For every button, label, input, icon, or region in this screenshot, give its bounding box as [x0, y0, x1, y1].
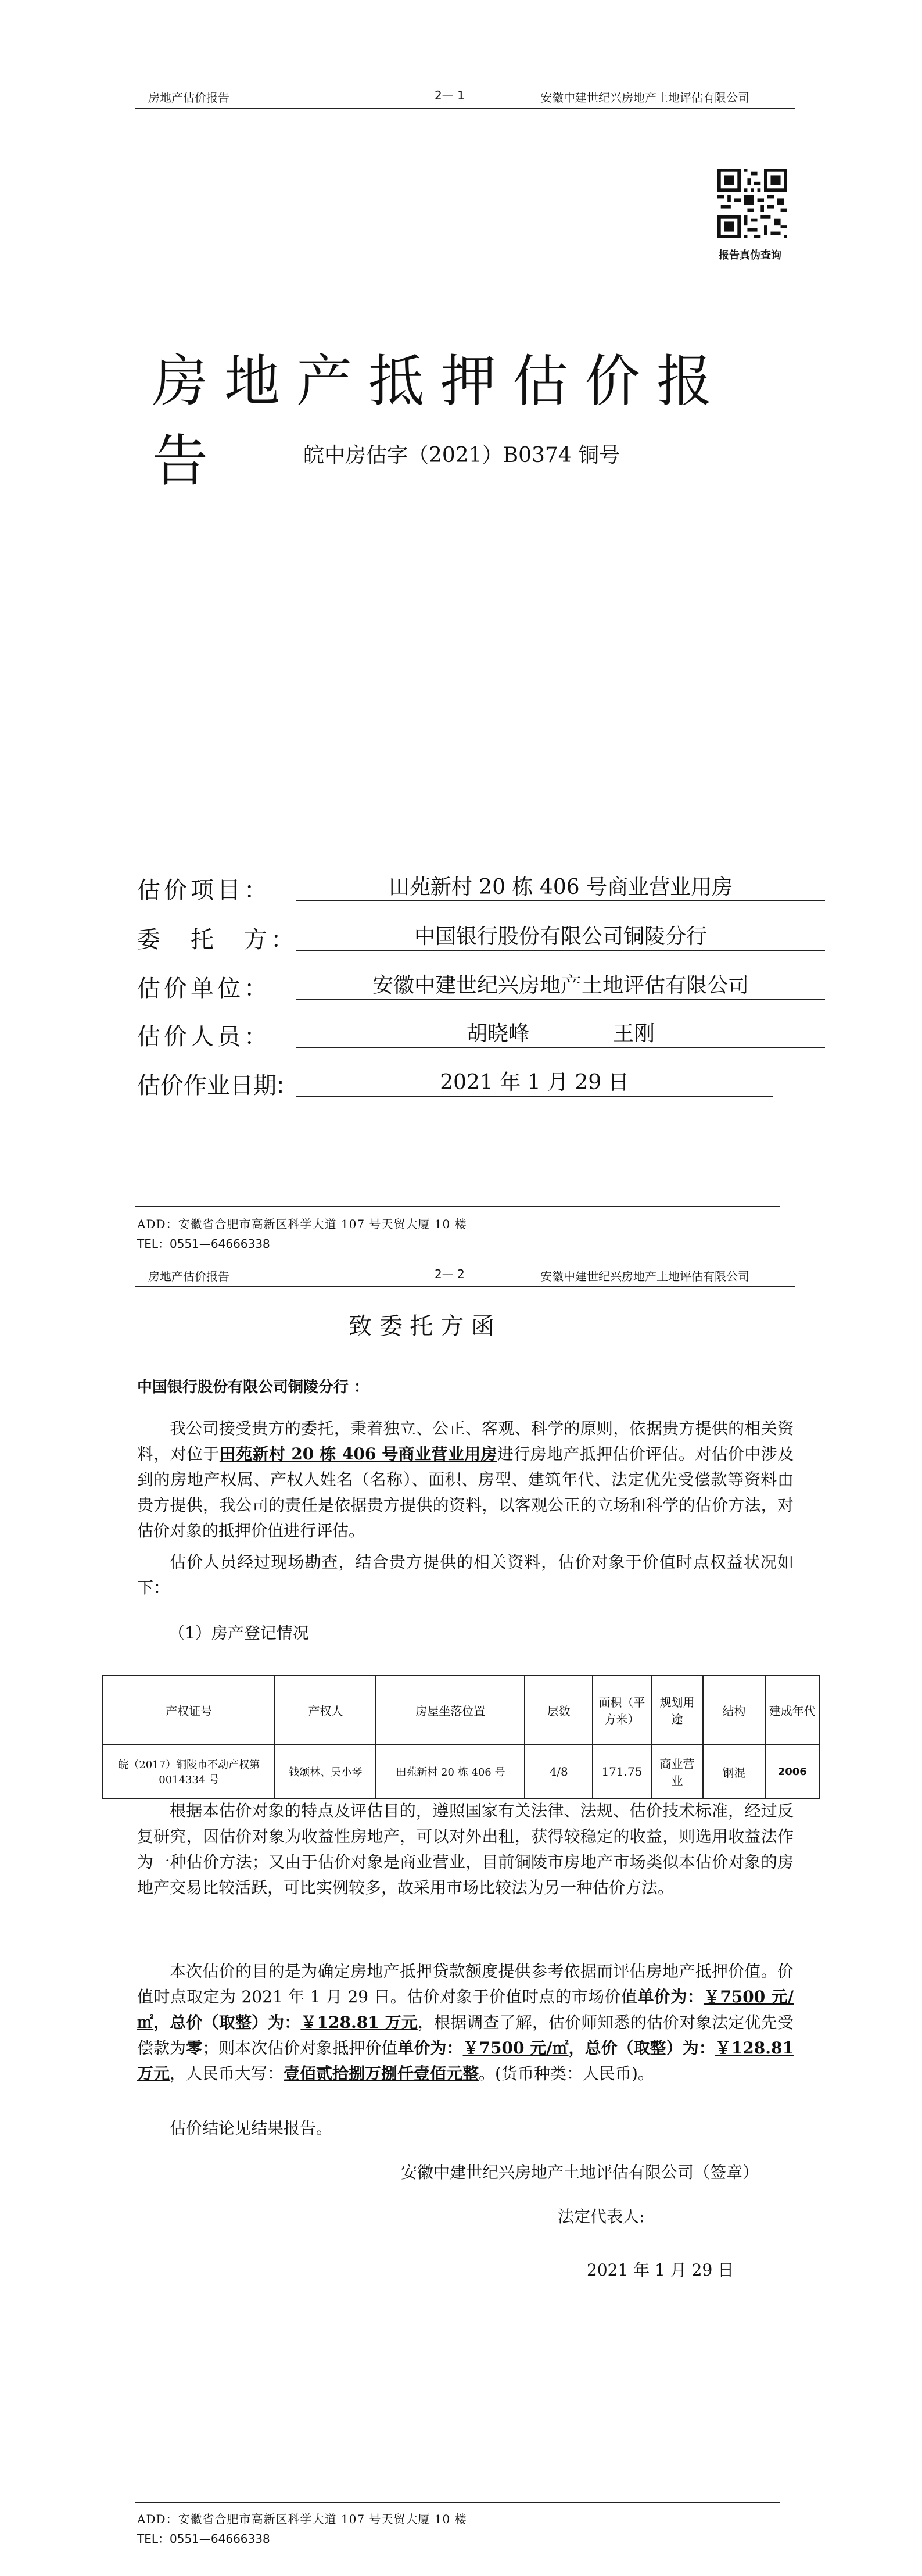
registration-table — [102, 1675, 820, 1799]
qr-code-icon — [717, 169, 787, 238]
table-header-cell: 房屋坐落位置 — [376, 1676, 525, 1744]
footer-address: ADD：安徽省合肥市高新区科学大道 107 号天贸大厦 10 楼 — [137, 1217, 467, 1231]
field-value-appraiser-org: 安徽中建世纪兴房地产土地评估有限公司 — [296, 969, 825, 1000]
field-label-appraiser-org: 估价单位： — [137, 975, 271, 1002]
field-value-work-date: 2021 年 1 月 29 日 — [296, 1066, 773, 1097]
signature-company: 安徽中建世纪兴房地产土地评估有限公司（签章） — [401, 2163, 759, 2182]
table-header-cell: 建成年代 — [765, 1676, 820, 1744]
header-page-number: 2— 2 — [435, 1267, 465, 1281]
table-cell: 钱颂林、吴小琴 — [275, 1744, 376, 1799]
signature-representative: 法定代表人: — [558, 2207, 645, 2226]
table-header-cell: 规划用途 — [651, 1676, 703, 1744]
field-value-project: 田苑新村 20 栋 406 号商业营业用房 — [296, 871, 825, 901]
header-left: 房地产估价报告 — [148, 1271, 229, 1283]
table-header-cell: 产权证号 — [103, 1676, 275, 1744]
footer-phone: TEL：0551—64666338 — [137, 1237, 270, 1251]
paragraph-2: 估价人员经过现场勘查，结合贵方提供的相关资料，估价对象于价值时点权益状况如下： — [137, 1552, 794, 1597]
table-cell: 4/8 — [525, 1744, 593, 1799]
table-cell: 皖（2017）铜陵市不动产权第 0014334 号 — [103, 1744, 275, 1799]
header-page-number: 2— 1 — [435, 88, 465, 102]
report-title: 房地产抵押估价报告 — [152, 349, 729, 493]
table-cell: 171.75 — [593, 1744, 651, 1799]
paragraph-5: 估价结论见结果报告。 — [170, 2119, 333, 2138]
sub-heading-registration: （1）房产登记情况 — [168, 1623, 309, 1643]
paragraph-3: 根据本估价对象的特点及评估目的，遵照国家有关法律、法规、估价技术标准，经过反复研究，因估价对象为收益性房地产，可以对外出租，获得较稳定的收益，则选用收益法作为一种估价方法；又由于估价对象是商业营业，目前铜陵市房地产市场类似本估价对象的房地产交易比较活跃，可比实例较多，故采用市场比较法为另一种估价方法。 — [137, 1801, 794, 1897]
report-number: 皖中房估字（2021）B0374 铜号 — [303, 443, 620, 467]
field-label-appraisers: 估价人员： — [137, 1024, 271, 1050]
footer-rule — [135, 1206, 780, 1207]
table-header-row — [103, 1676, 820, 1744]
footer-phone: TEL：0551—64666338 — [137, 2532, 270, 2546]
field-label-work-date: 估价作业日期: — [137, 1072, 285, 1099]
footer-rule — [135, 2502, 780, 2503]
field-value-client: 中国银行股份有限公司铜陵分行 — [296, 920, 825, 951]
header-left: 房地产估价报告 — [148, 92, 229, 105]
table-cell: 2006 — [765, 1744, 820, 1799]
paragraph-1: 我公司接受贵方的委托，秉着独立、公正、客观、科学的原则，依据贵方提供的相关资料，对位于田苑新村 20 栋 406 号商业营业用房进行房地产抵押估价评估。对估价中涉及到的房地产权属、产权人姓名（名称）、面积、房型、建筑年代、法定优先受偿款等资料由贵方提供，我公司的责任是依据贵方提供的资料，以客观公正的立场和科学的估价方法，对估价对象的抵押价值进行评估。 — [137, 1419, 794, 1540]
table-cell: 钢混 — [703, 1744, 765, 1799]
signature-date: 2021 年 1 月 29 日 — [587, 2260, 734, 2280]
letter-addressee: 中国银行股份有限公司铜陵分行 ： — [137, 1379, 369, 1396]
table-header-cell: 面积（平方米） — [593, 1676, 651, 1744]
table-header-cell: 层数 — [525, 1676, 593, 1744]
field-value-appraisers: 胡晓峰 王刚 — [296, 1017, 825, 1048]
field-label-project: 估价项目： — [137, 877, 271, 904]
field-label-client: 委 托 方： — [137, 926, 297, 953]
header-right: 安徽中建世纪兴房地产土地评估有限公司 — [540, 92, 749, 105]
header-rule — [135, 1286, 795, 1287]
letter-title: 致 委 托 方 函 — [349, 1313, 494, 1340]
paragraph-4: 本次估价的目的是为确定房地产抵押贷款额度提供参考依据而评估房地产抵押价值。价值时点取定为 2021 年 1 月 29 日。估价对象于价值时点的市场价值单价为：￥7500 元/㎡，总价（取整）为：￥128.81 万元，根据调查了解，估价师知悉的估价对象法定优先受偿款为零；则本次估价对象抵押价值单价为：￥7500 元/㎡，总价（取整）为：￥128.81 万元，人民币大写：壹佰贰拾捌万捌仟壹佰元整。(货币种类：人民币)。 — [137, 1962, 794, 2083]
table-header-cell: 结构 — [703, 1676, 765, 1744]
header-right: 安徽中建世纪兴房地产土地评估有限公司 — [540, 1271, 749, 1283]
table-header-cell: 产权人 — [275, 1676, 376, 1744]
qr-caption: 报告真伪查询 — [719, 249, 781, 262]
table-cell: 田苑新村 20 栋 406 号 — [376, 1744, 525, 1799]
table-row — [103, 1744, 820, 1799]
table-cell: 商业营业 — [651, 1744, 703, 1799]
header-rule — [135, 108, 795, 109]
footer-address: ADD：安徽省合肥市高新区科学大道 107 号天贸大厦 10 楼 — [137, 2512, 467, 2526]
